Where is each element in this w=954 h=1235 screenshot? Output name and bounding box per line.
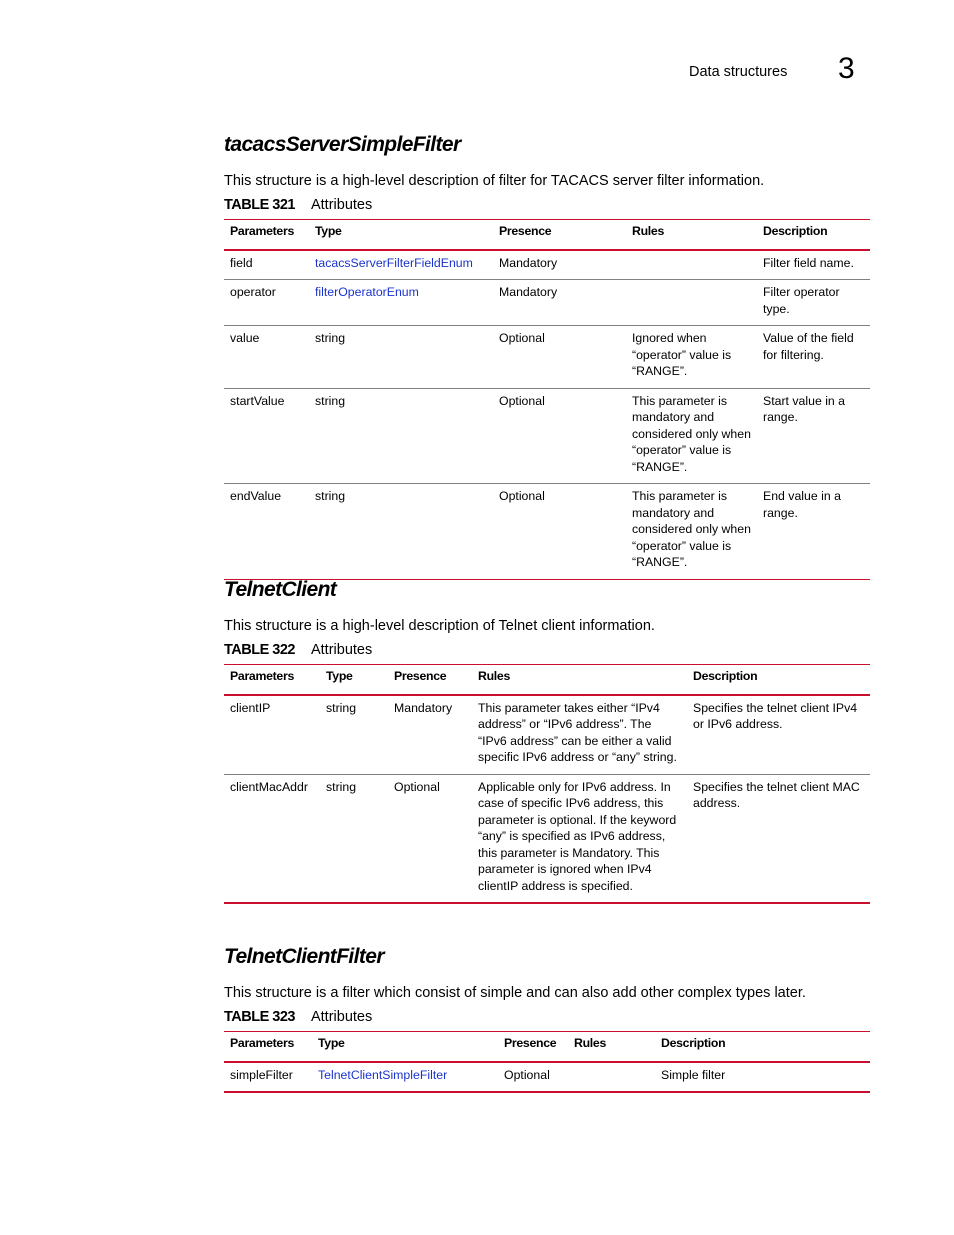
table-caption (224, 196, 870, 214)
column-header: Parameters (224, 1032, 312, 1062)
description-cell: Filter operator type. (757, 280, 870, 326)
table-header-row (224, 665, 870, 695)
param-cell: clientIP (224, 695, 320, 775)
section-description: This structure is a high-level description of filter for TACACS server filter information. (224, 173, 765, 189)
description-cell: Specifies the telnet client IPv4 or IPv6 address. (687, 695, 870, 775)
table-row (224, 774, 870, 903)
table-caption (224, 641, 870, 659)
table-title: Attributes (310, 1009, 373, 1025)
presence-cell: Mandatory (493, 250, 626, 280)
column-header: Description (655, 1032, 870, 1062)
type-cell: string (309, 326, 493, 389)
presence-cell: Mandatory (493, 280, 626, 326)
section-title: TelnetClientFilter (224, 945, 384, 968)
type-link[interactable]: TelnetClientSimpleFilter (312, 1062, 498, 1093)
section-tacacs-server-simple-filter (224, 133, 870, 580)
presence-cell: Mandatory (388, 695, 472, 775)
section-title: tacacsServerSimpleFilter (224, 133, 461, 156)
param-cell: simpleFilter (224, 1062, 312, 1093)
type-cell: string (320, 695, 388, 775)
attributes-table (224, 219, 870, 580)
type-cell: string (320, 774, 388, 903)
table-row (224, 326, 870, 389)
column-header: Rules (568, 1032, 655, 1062)
column-header: Type (312, 1032, 498, 1062)
column-header: Parameters (224, 220, 309, 250)
section-telnet-client (224, 578, 870, 904)
table-header-row (224, 1032, 870, 1062)
column-header: Presence (388, 665, 472, 695)
table-row (224, 388, 870, 484)
attributes-table (224, 1031, 870, 1093)
rules-cell: This parameter takes either “IPv4 address” or “IPv6 address”. The “IPv6 address” can be either a valid specific IPv6 address or “any” string. (472, 695, 687, 775)
section-description: This structure is a filter which consist of simple and can also add other complex types later. (224, 985, 806, 1001)
table-number: TABLE 321 (224, 197, 295, 213)
type-cell: string (309, 484, 493, 580)
table-row (224, 1062, 870, 1093)
param-cell: clientMacAddr (224, 774, 320, 903)
attributes-table (224, 664, 870, 904)
param-cell: value (224, 326, 309, 389)
column-header: Type (309, 220, 493, 250)
description-cell: Filter field name. (757, 250, 870, 280)
description-cell: Simple filter (655, 1062, 870, 1093)
table-row (224, 695, 870, 775)
param-cell: endValue (224, 484, 309, 580)
table-title: Attributes (310, 197, 373, 213)
column-header: Presence (493, 220, 626, 250)
presence-cell: Optional (493, 484, 626, 580)
table-row (224, 250, 870, 280)
rules-cell: This parameter is mandatory and considered only when “operator” value is “RANGE”. (626, 484, 757, 580)
rules-cell: This parameter is mandatory and considered only when “operator” value is “RANGE”. (626, 388, 757, 484)
table-number: TABLE 322 (224, 642, 295, 658)
rules-cell: Applicable only for IPv6 address. In case of specific IPv6 address, this parameter is optional. If the keyword “any” is specified as IPv6 address, this parameter is Mandatory. This parameter is ignored when IPv4 clientIP address is specified. (472, 774, 687, 903)
type-link[interactable]: tacacsServerFilterFieldEnum (309, 250, 493, 280)
table-caption (224, 1008, 870, 1026)
table-title: Attributes (310, 642, 373, 658)
param-cell: operator (224, 280, 309, 326)
column-header: Rules (626, 220, 757, 250)
presence-cell: Optional (493, 326, 626, 389)
table-row (224, 280, 870, 326)
rules-cell: Ignored when “operator” value is “RANGE”. (626, 326, 757, 389)
column-header: Description (687, 665, 870, 695)
column-header: Description (757, 220, 870, 250)
param-cell: field (224, 250, 309, 280)
type-link[interactable]: filterOperatorEnum (309, 280, 493, 326)
column-header: Parameters (224, 665, 320, 695)
presence-cell: Optional (493, 388, 626, 484)
running-header-title: Data structures (689, 64, 788, 80)
presence-cell: Optional (388, 774, 472, 903)
chapter-number: 3 (838, 52, 855, 85)
description-cell: Start value in a range. (757, 388, 870, 484)
description-cell: Specifies the telnet client MAC address. (687, 774, 870, 903)
rules-cell (568, 1062, 655, 1093)
param-cell: startValue (224, 388, 309, 484)
column-header: Presence (498, 1032, 568, 1062)
presence-cell: Optional (498, 1062, 568, 1093)
table-row (224, 484, 870, 580)
table-number: TABLE 323 (224, 1009, 295, 1025)
column-header: Type (320, 665, 388, 695)
rules-cell (626, 250, 757, 280)
rules-cell (626, 280, 757, 326)
section-telnet-client-filter (224, 945, 870, 1093)
section-description: This structure is a high-level description of Telnet client information. (224, 618, 655, 634)
type-cell: string (309, 388, 493, 484)
section-title: TelnetClient (224, 578, 337, 601)
column-header: Rules (472, 665, 687, 695)
description-cell: End value in a range. (757, 484, 870, 580)
table-header-row (224, 220, 870, 250)
description-cell: Value of the field for filtering. (757, 326, 870, 389)
